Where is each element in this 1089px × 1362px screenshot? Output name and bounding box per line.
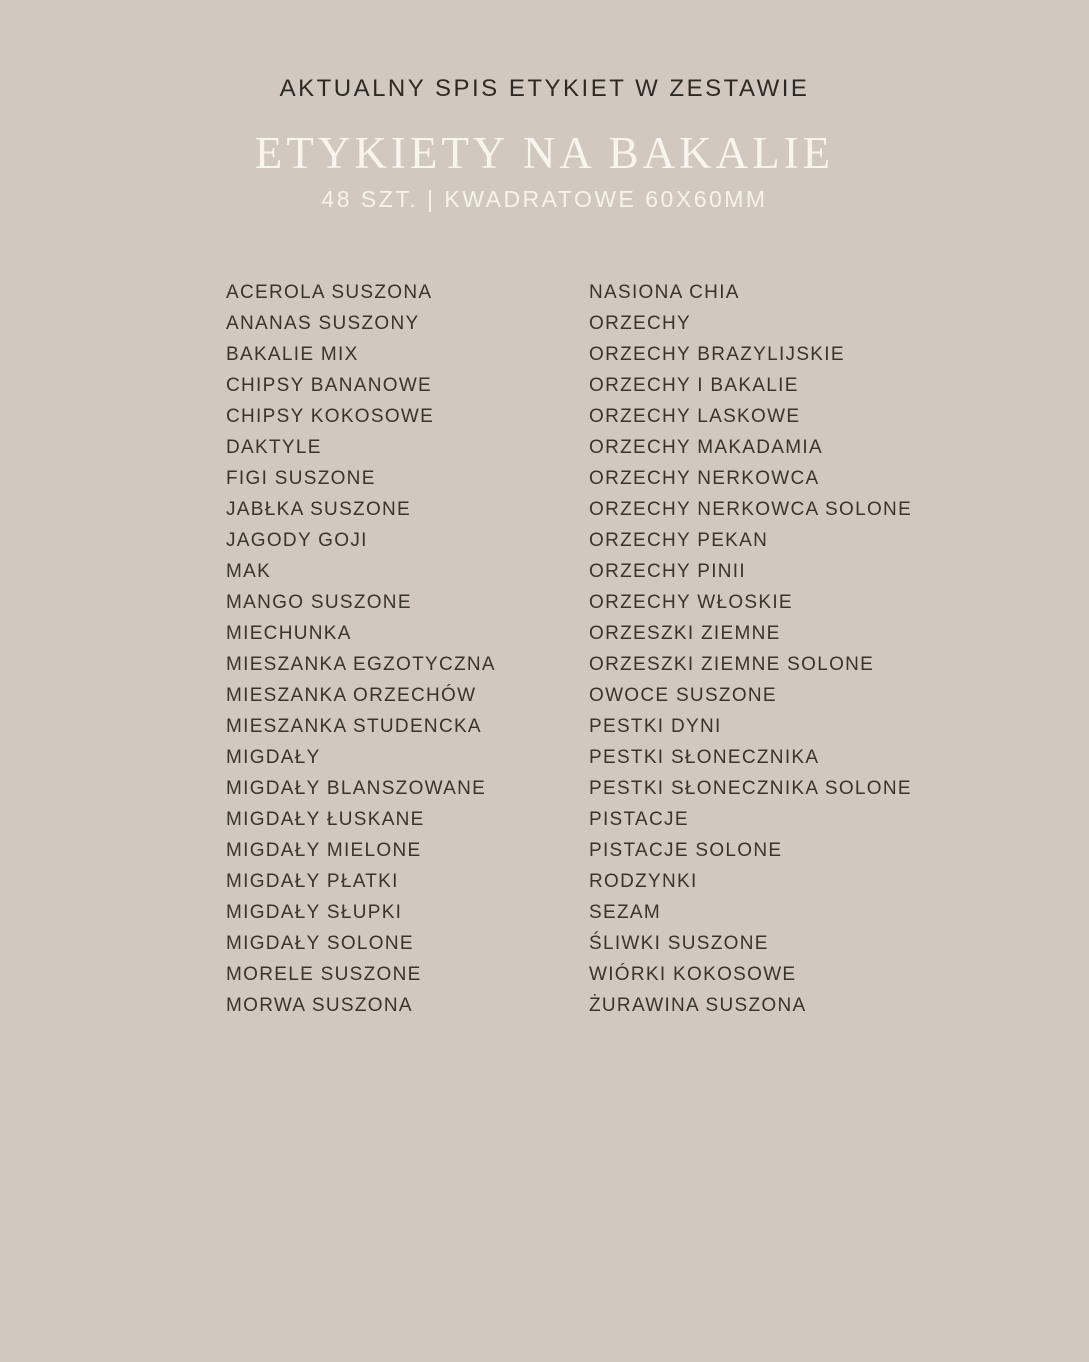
list-item: ŚLIWKI SUSZONE (589, 933, 769, 954)
list-item: MAK (226, 561, 272, 582)
list-item: ORZECHY WŁOSKIE (589, 592, 793, 613)
list-item: MIESZANKA STUDENCKA (226, 716, 482, 737)
page-title: ETYKIETY NA BAKALIE (254, 128, 835, 178)
list-item: ANANAS SUSZONY (226, 313, 420, 334)
list-item: PESTKI SŁONECZNIKA SOLONE (589, 778, 912, 799)
list-item: ORZESZKI ZIEMNE (589, 623, 781, 644)
list-item: MIGDAŁY SŁUPKI (226, 902, 403, 923)
page-kicker: AKTUALNY SPIS ETYKIET W ZESTAWIE (279, 75, 810, 102)
label-list (226, 277, 989, 1021)
list-item: ORZECHY PEKAN (589, 530, 769, 551)
list-item: ORZECHY PINII (589, 561, 746, 582)
list-item: ORZECHY MAKADAMIA (589, 437, 823, 458)
list-item: ORZECHY I BAKALIE (589, 375, 799, 396)
list-item: BAKALIE MIX (226, 344, 359, 365)
list-item: MANGO SUSZONE (226, 592, 412, 613)
list-item: MIGDAŁY PŁATKI (226, 871, 399, 892)
list-item: ACEROLA SUSZONA (226, 282, 433, 303)
list-item: MIGDAŁY SOLONE (226, 933, 414, 954)
list-item: DAKTYLE (226, 437, 322, 458)
list-item: OWOCE SUSZONE (589, 685, 777, 706)
list-item: ORZECHY NERKOWCA SOLONE (589, 499, 913, 520)
list-item: JAGODY GOJI (226, 530, 368, 551)
list-item: ORZECHY NERKOWCA (589, 468, 820, 489)
list-item: MIGDAŁY ŁUSKANE (226, 809, 425, 830)
list-item: NASIONA CHIA (589, 282, 740, 303)
list-item: MORWA SUSZONA (226, 995, 413, 1016)
list-item: MIECHUNKA (226, 623, 352, 644)
list-item: ORZESZKI ZIEMNE SOLONE (589, 654, 875, 675)
list-item: MIGDAŁY BLANSZOWANE (226, 778, 487, 799)
list-item: ŻURAWINA SUSZONA (589, 995, 807, 1016)
list-item: SEZAM (589, 902, 661, 923)
list-item: PISTACJE (589, 809, 689, 830)
list-item: FIGI SUSZONE (226, 468, 376, 489)
list-item: MIGDAŁY (226, 747, 321, 768)
list-item: MORELE SUSZONE (226, 964, 422, 985)
list-item: PISTACJE SOLONE (589, 840, 783, 861)
list-item: MIESZANKA ORZECHÓW (226, 685, 477, 706)
list-item: MIESZANKA EGZOTYCZNA (226, 654, 496, 675)
list-item: RODZYNKI (589, 871, 698, 892)
list-item: WIÓRKI KOKOSOWE (589, 964, 797, 985)
list-item: CHIPSY BANANOWE (226, 375, 433, 396)
label-list-column-right (589, 277, 989, 1021)
list-item: ORZECHY BRAZYLIJSKIE (589, 344, 845, 365)
list-item: MIGDAŁY MIELONE (226, 840, 422, 861)
list-item: CHIPSY KOKOSOWE (226, 406, 435, 427)
list-item: ORZECHY (589, 313, 691, 334)
page-subtitle: 48 SZT. | KWADRATOWE 60X60MM (321, 186, 768, 212)
list-item: PESTKI DYNI (589, 716, 722, 737)
list-item: ORZECHY LASKOWE (589, 406, 801, 427)
label-list-column-left (226, 277, 589, 1021)
list-item: JABŁKA SUSZONE (226, 499, 412, 520)
list-item: PESTKI SŁONECZNIKA (589, 747, 820, 768)
